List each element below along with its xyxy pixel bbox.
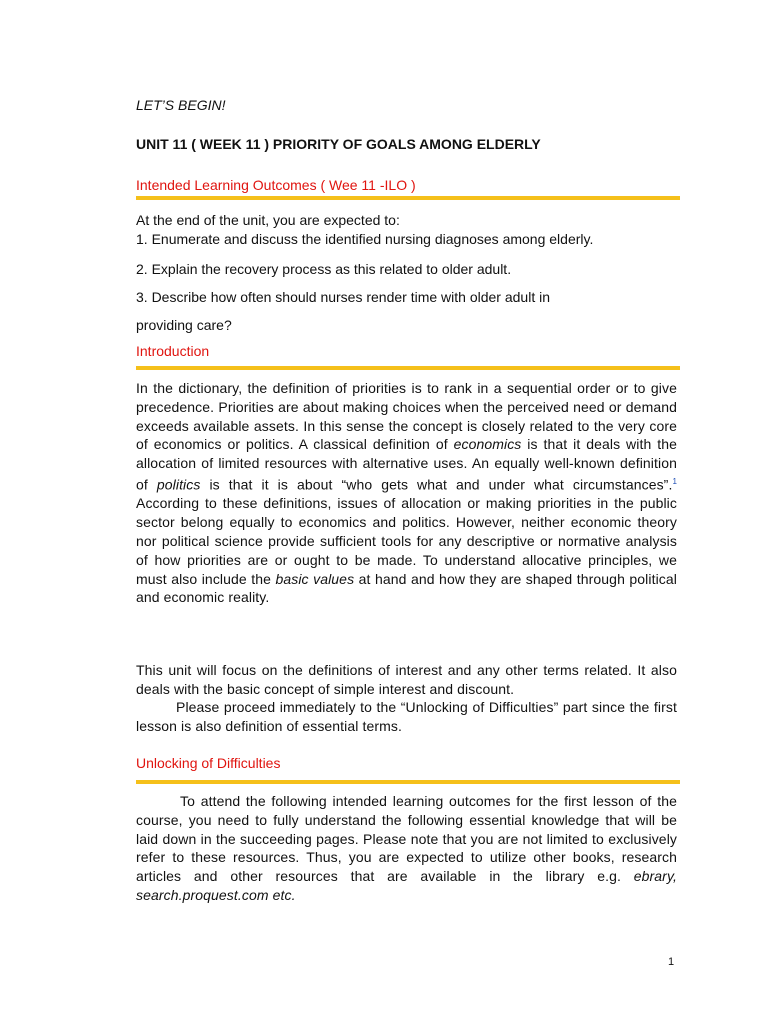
ilo-heading-rule	[136, 196, 680, 200]
introduction-paragraph-3: Please proceed immediately to the “Unlocking of Difficulties” part since the first lesson is also definition of essential terms.	[136, 699, 677, 734]
intro-text-b: is that it deals with the allocation of limited resources with alternative uses. An equally well-known definition of	[136, 436, 677, 493]
lets-begin-label: LET’S BEGIN!	[136, 97, 226, 113]
unit-title: UNIT 11 ( WEEK 11 ) PRIORITY OF GOALS AMONG ELDERLY	[136, 136, 541, 152]
ilo-section	[136, 211, 677, 339]
intro-text-d: According to these definitions, issues of allocation or making priorities in the public sector belong equally to economics and politics. However, neither economic theory nor political science provide sufficient tools for any descriptive or normative analysis of how priorities are or ought to be made. To understand allocative principles, we must also include the	[136, 495, 677, 587]
unlocking-paragraph	[136, 792, 677, 905]
ilo-heading: Intended Learning Outcomes ( Wee 11 -ILO )	[136, 177, 416, 193]
footnote-ref[interactable]: 1	[672, 476, 677, 486]
introduction-paragraph-1	[136, 379, 677, 607]
unlocking-text: To attend the following intended learning outcomes for the first lesson of the course, you need to fully understand the following essential knowledge that will be laid down in the succeeding pages. Please note that you are not limited to exclusively refer to these resources. Thus, you are expected to utilize other books, research articles and other resources that are available in the library e.g.	[136, 793, 677, 885]
ilo-item-2: 2. Explain the recovery process as this related to older adult.	[136, 261, 512, 277]
page-number: 1	[668, 956, 675, 968]
unlocking-heading: Unlocking of Difficulties	[136, 755, 281, 771]
introduction-paragraph-2: This unit will focus on the definitions of interest and any other terms related. It also deals with the basic concept of simple interest and discount.	[136, 662, 677, 697]
unlocking-heading-rule	[136, 780, 680, 784]
introduction-heading: Introduction	[136, 343, 210, 359]
intro-text-c: is that it is about “who gets what and under what circumstances”.	[200, 476, 673, 493]
ilo-item-3-cont: providing care?	[136, 317, 232, 333]
ilo-item-3: 3. Describe how often should nurses render time with older adult in	[136, 289, 550, 305]
ilo-lead: At the end of the unit, you are expected to:	[136, 212, 400, 228]
intro-text-e: at hand and how they are shaped through political and economic reality.	[136, 570, 677, 606]
ilo-item-1: 1. Enumerate and discuss the identified nursing diagnoses among elderly.	[136, 231, 594, 247]
intro-em-politics: politics	[156, 476, 201, 493]
intro-em-basic-values: basic values	[275, 570, 355, 587]
introduction-heading-rule	[136, 366, 680, 370]
intro-text-a: In the dictionary, the definition of priorities is to rank in a sequential order or to give precedence. Priorities are about making choices when the perceived need or demand exceeds available assets. In this sense the concept is closely related to the very core of economics or politics. A classical definition of	[136, 380, 677, 453]
intro-em-economics: economics	[453, 436, 522, 453]
unlocking-em-resources: ebrary, search.proquest.com etc.	[136, 868, 677, 903]
